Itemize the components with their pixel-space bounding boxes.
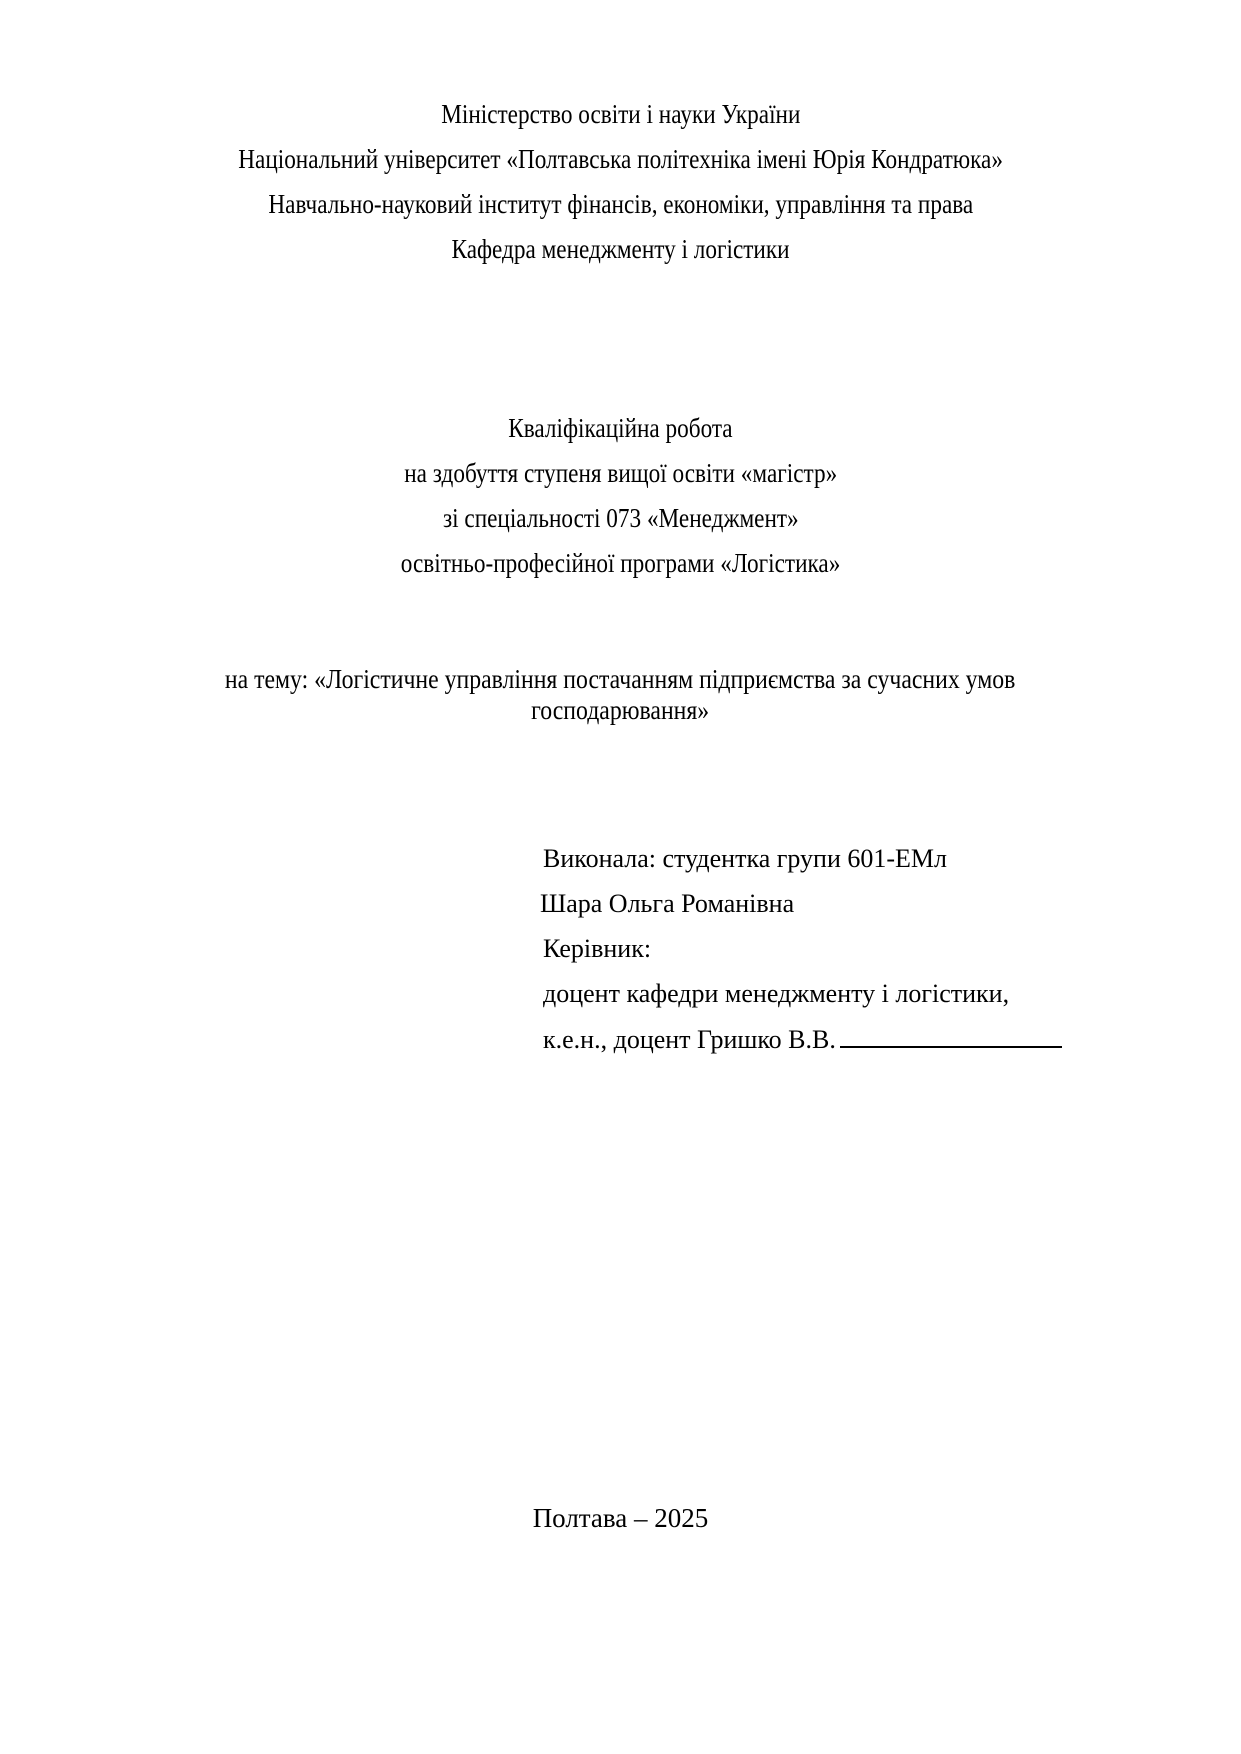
topic-line-2 bbox=[0, 695, 1241, 725]
specialty-text: зі спеціальності 073 «Менеджмент» bbox=[442, 503, 799, 533]
supervisor-label: Керівник: bbox=[543, 934, 652, 963]
institute-line bbox=[0, 188, 1241, 220]
signature-underline bbox=[840, 1024, 1062, 1048]
department-text: Кафедра менеджменту і логістики bbox=[451, 234, 790, 264]
program-line bbox=[0, 547, 1241, 579]
university-text: Національний університет «Полтавська політехніка імені Юрія Кондратюка» bbox=[238, 144, 1003, 174]
ministry-text: Міністерство освіти і науки України bbox=[440, 99, 801, 129]
department-line bbox=[0, 233, 1241, 265]
university-line bbox=[0, 143, 1241, 175]
topic-text-2: господарювання» bbox=[531, 695, 710, 725]
work-type-text: Кваліфікаційна робота bbox=[508, 413, 733, 443]
work-type-line bbox=[0, 412, 1241, 444]
performed-by: Виконала: студентка групи 601-ЕМл bbox=[543, 844, 948, 873]
supervisor-position: доцент кафедри менеджменту і логістики, bbox=[543, 979, 1010, 1008]
degree-line bbox=[0, 457, 1241, 489]
institute-text: Навчально-науковий інститут фінансів, економіки, управління та права bbox=[268, 189, 973, 219]
topic-line-1 bbox=[110, 664, 1131, 694]
program-text: освітньо-професійної програми «Логістика» bbox=[400, 548, 841, 578]
specialty-line bbox=[0, 502, 1241, 534]
city-year: Полтава – 2025 bbox=[532, 1503, 709, 1533]
ministry-line bbox=[0, 98, 1241, 130]
degree-text: на здобуття ступеня вищої освіти «магістр» bbox=[404, 458, 837, 488]
student-name: Шара Ольга Романівна bbox=[540, 889, 795, 918]
topic-text-1: на тему: «Логістичне управління постачанням підприємства за сучасних умов bbox=[225, 664, 1016, 694]
supervisor-row bbox=[543, 1024, 1062, 1055]
supervisor-name: к.е.н., доцент Гришко В.В. bbox=[543, 1025, 836, 1054]
